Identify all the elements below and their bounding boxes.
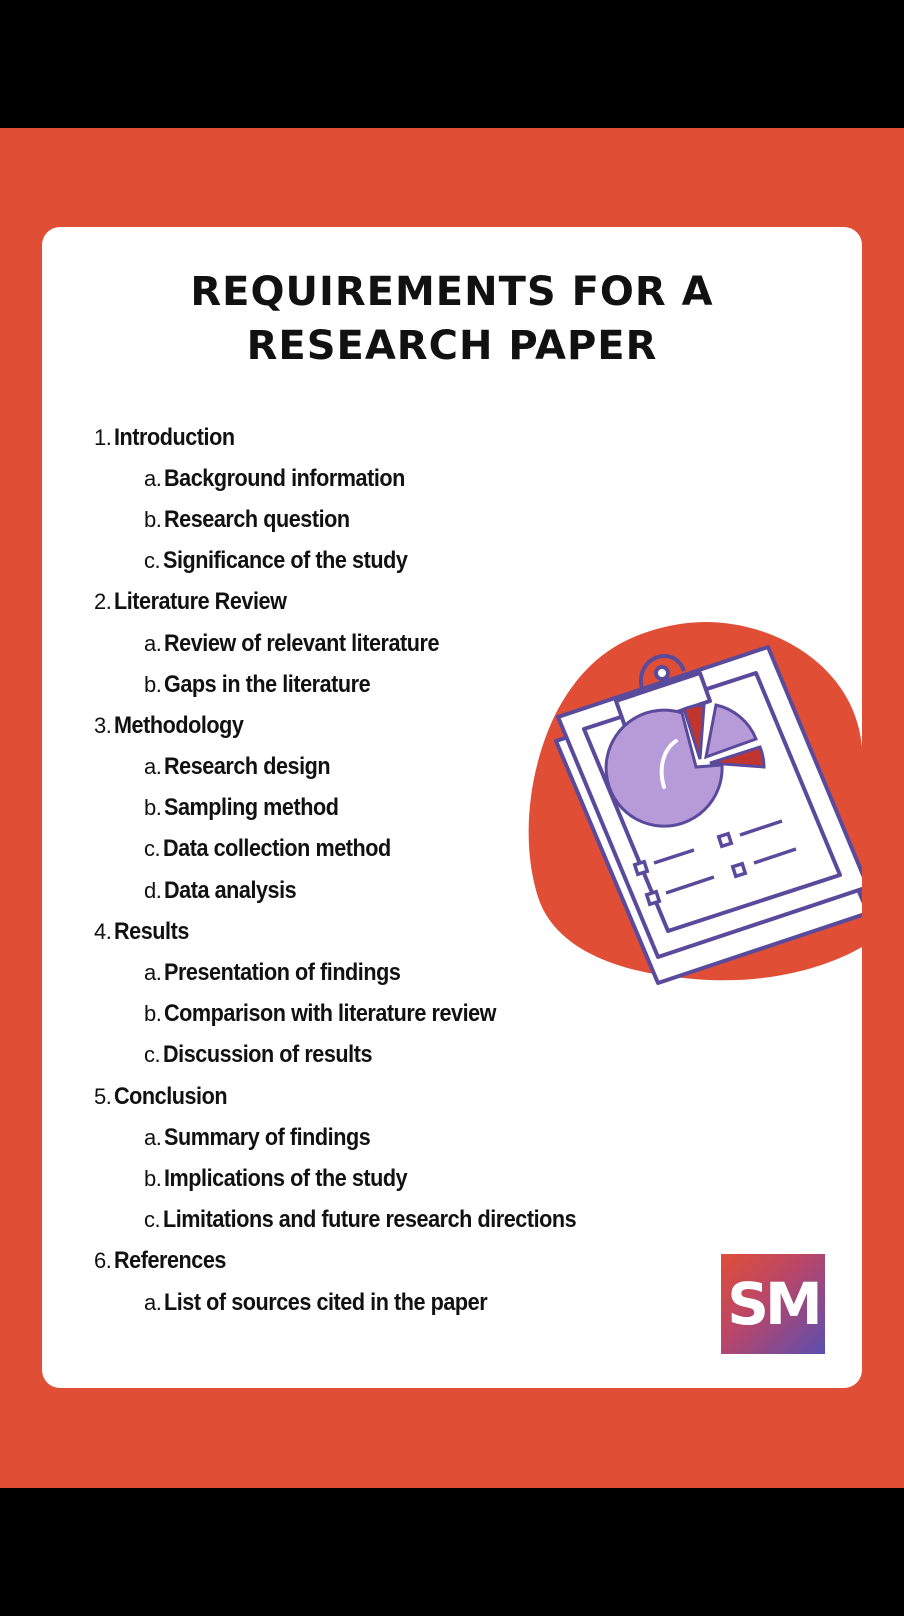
- checkbox-4: [733, 864, 746, 877]
- outline-marker: b.: [144, 795, 162, 821]
- outline-section: [94, 1241, 622, 1282]
- outline-marker: a.: [144, 754, 162, 780]
- outline-marker: 1.: [94, 424, 112, 450]
- outline-section: [94, 911, 622, 952]
- outline-marker: 6.: [94, 1248, 112, 1274]
- outline-label: Conclusion: [114, 1082, 228, 1110]
- outline-subitem: [94, 1200, 622, 1241]
- outline-marker: a.: [144, 1124, 162, 1150]
- outline-subitem: [94, 499, 622, 540]
- outline-label: Presentation of findings: [164, 959, 401, 987]
- outline-label: List of sources cited in the paper: [164, 1288, 488, 1316]
- outline-subitem: [94, 1117, 622, 1158]
- outline-marker: b.: [144, 671, 162, 697]
- clipboard-ring-hole: [656, 667, 668, 679]
- outline-label: References: [114, 1247, 227, 1275]
- content-card: [42, 227, 862, 1388]
- outline-subitem: [94, 1035, 622, 1076]
- outline-marker: c.: [144, 836, 161, 862]
- outline-subitem: [94, 952, 622, 993]
- title-line-2: RESEARCH PAPER: [246, 323, 658, 369]
- outline-label: Limitations and future research directions: [163, 1206, 577, 1234]
- outline-label: Implications of the study: [164, 1164, 408, 1192]
- outline-label: Research question: [164, 505, 350, 533]
- checkbox-3: [647, 892, 660, 905]
- outline-marker: b.: [144, 1165, 162, 1191]
- sm-logo: [721, 1254, 825, 1354]
- outline-label: Background information: [164, 464, 406, 492]
- outline-marker: c.: [144, 548, 161, 574]
- outline-section: [94, 1076, 622, 1117]
- outline-marker: c.: [144, 1042, 161, 1068]
- outline-section: [94, 417, 622, 458]
- page-title: [42, 265, 862, 373]
- outline-marker: b.: [144, 506, 162, 532]
- outline-subitem: [94, 870, 622, 911]
- outline-subitem: [94, 541, 622, 582]
- outline-label: Introduction: [114, 423, 235, 451]
- outline-marker: 4.: [94, 918, 112, 944]
- logo-text: SM: [727, 1270, 819, 1338]
- outline-label: Sampling method: [164, 794, 339, 822]
- outline-section: [94, 705, 622, 746]
- outline-subitem: [94, 994, 622, 1035]
- outline-label: Results: [114, 917, 190, 945]
- outline-marker: 5.: [94, 1083, 112, 1109]
- outline-label: Methodology: [114, 711, 244, 739]
- outline-marker: a.: [144, 465, 162, 491]
- outline-label: Review of relevant literature: [164, 629, 440, 657]
- outline-marker: d.: [144, 877, 162, 903]
- outline-label: Discussion of results: [163, 1041, 373, 1069]
- outline-marker: c.: [144, 1207, 161, 1233]
- title-line-1: REQUIREMENTS FOR A: [190, 269, 714, 315]
- outline-label: Summary of findings: [164, 1123, 371, 1151]
- outline-subitem: [94, 623, 622, 664]
- outline-subitem: [94, 458, 622, 499]
- outline-marker: a.: [144, 630, 162, 656]
- outline-marker: a.: [144, 1289, 162, 1315]
- outline-label: Gaps in the literature: [164, 670, 371, 698]
- outline-subitem: [94, 747, 622, 788]
- outline-marker: 2.: [94, 589, 112, 615]
- outline-subitem: [94, 1158, 622, 1199]
- outline-subitem: [94, 1282, 622, 1323]
- outline-label: Significance of the study: [163, 547, 408, 575]
- outline-subitem: [94, 788, 622, 829]
- outline-subitem: [94, 664, 622, 705]
- outline-section: [94, 582, 622, 623]
- outline-marker: 3.: [94, 712, 112, 738]
- checkbox-2: [719, 834, 732, 847]
- outline-label: Data analysis: [164, 876, 297, 904]
- outline-list: [94, 417, 622, 1323]
- outline-marker: a.: [144, 960, 162, 986]
- outline-label: Research design: [164, 753, 331, 781]
- outline-marker: b.: [144, 1001, 162, 1027]
- outline-label: Data collection method: [163, 835, 391, 863]
- outline-subitem: [94, 829, 622, 870]
- outline-label: Literature Review: [114, 588, 287, 616]
- checkbox-1: [635, 862, 648, 875]
- outline-label: Comparison with literature review: [164, 1000, 497, 1028]
